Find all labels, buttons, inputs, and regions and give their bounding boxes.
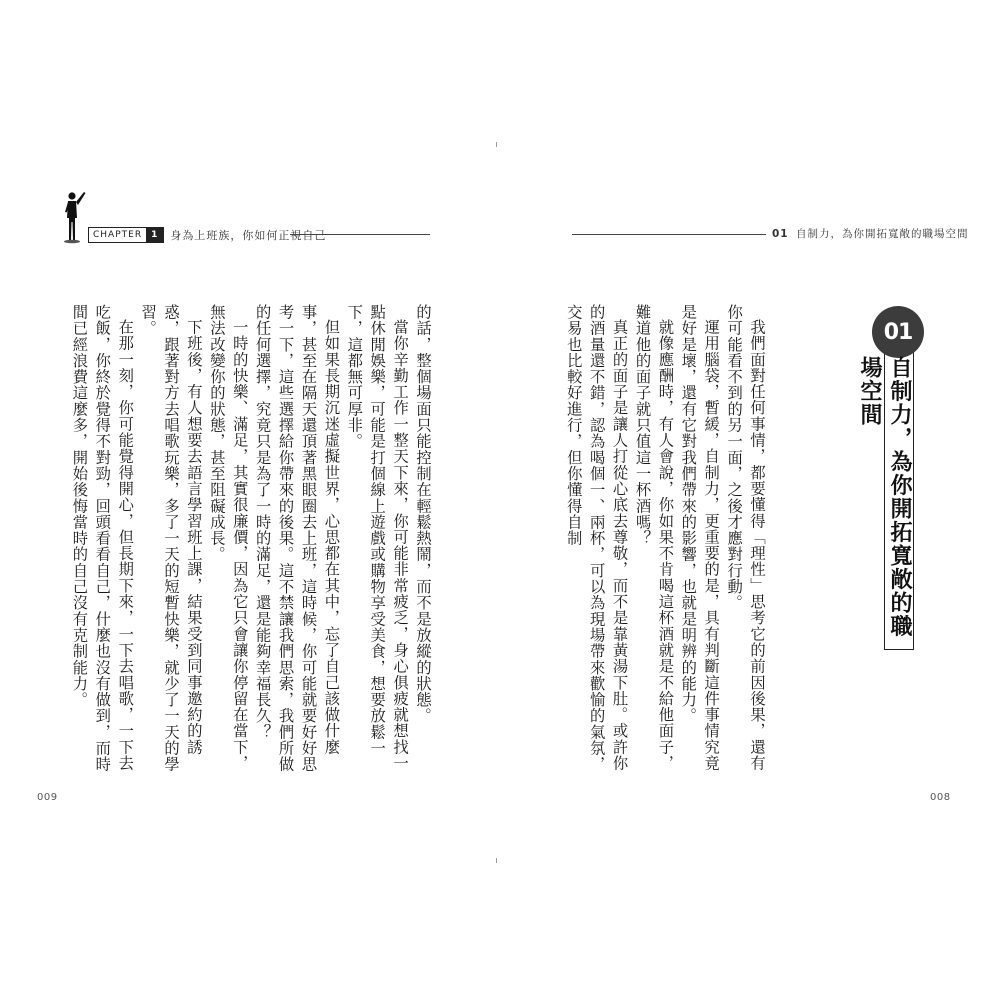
- chapter-box: [88, 227, 164, 243]
- running-head-title: 自制力，為你開拓寬敞的職場空間: [795, 228, 969, 240]
- chapter-title: 身為上班族，你如何正視自己: [170, 228, 327, 242]
- right-body-text: [564, 304, 768, 774]
- running-head: [772, 226, 968, 241]
- page-number-left: 009: [37, 792, 58, 803]
- paragraph: 真正的面子是讓人打從心底去尊敬，而不是靠黃湯下肚。或許你的酒量還不錯，認為喝個一、兩杯，可以為現場帶來歡愉的氣氛，交易也比較好進行，但你懂得自制: [564, 304, 629, 773]
- chapter-label: CHAPTER: [93, 229, 143, 240]
- section-title: 自制力，為你開拓寬敞的職場空間: [857, 356, 912, 638]
- header-rule: [572, 234, 766, 235]
- running-head-number: 01: [772, 228, 789, 240]
- left-body-text: [62, 304, 434, 774]
- paragraph: 的話，整個場面只能控制在輕鬆熱鬧，而不是放縱的狀態。: [414, 304, 432, 724]
- top-crop-mark: [496, 142, 497, 147]
- paragraph: 當你辛勤工作一整天下來，你可能非常疲乏，身心俱疲就想找一點休閒娛樂，可能是打個線上遊戲或購物享受美食，想要放鬆一下，這都無可厚非。: [345, 304, 410, 772]
- header-rule: [290, 234, 430, 235]
- paragraph: 就像應酬時，有人會說，你如果不肯喝這杯酒就是不給他面子，難道他的面子就只值這一杯酒嗎？: [633, 304, 675, 772]
- page-number-right: 008: [930, 792, 951, 803]
- bottom-crop-mark: [496, 858, 497, 863]
- paragraph: 但如果長期沉迷虛擬世界，心思都在其中，忘了自己該做什麼事，甚至在隔天還頂著黑眼圈去上班，這時候，你可能就要好好思考一下，這些選擇給你帶來的後果。這不禁讓我們思索，我們所做的任何選擇，究竟只是為了一時的滿足，還是能夠幸福長久？: [253, 304, 341, 773]
- paragraph: 運用腦袋，暫緩，自制力，更重要的是，具有判斷這件事情究竟是好是壞，還有它對我們帶來的影響，也就是明辨的能力。: [679, 304, 721, 772]
- section-number-badge: 01: [872, 306, 924, 358]
- paragraph: 下班後，有人想要去語言學習班上課，結果受到同事邀約的誘惑，跟著對方去唱歌玩樂，多了一天的短暫快樂，就少了一天的學習。: [139, 304, 203, 773]
- paragraph: 一時的快樂、滿足，其實很廉價，因為它只會讓你停留在當下，無法改變你的狀態，甚至阻礙成長。: [207, 304, 249, 772]
- paragraph: 我們面對任何事情，都要懂得「理性」思考它的前因後果，還有你可能看不到的另一面，之後才應對行動。: [725, 304, 766, 772]
- chapter-number: 1: [146, 228, 163, 242]
- cheering-person-icon: [62, 188, 88, 244]
- paragraph: 在那一刻，你可能覺得開心，但長期下來，一下去唱歌，一下去吃飯，你終於覺得不對勁，回頭看看自己，什麼也沒有做到，而時間已經浪費這麼多，開始後悔當時的自己沒有克制能力。: [70, 304, 135, 773]
